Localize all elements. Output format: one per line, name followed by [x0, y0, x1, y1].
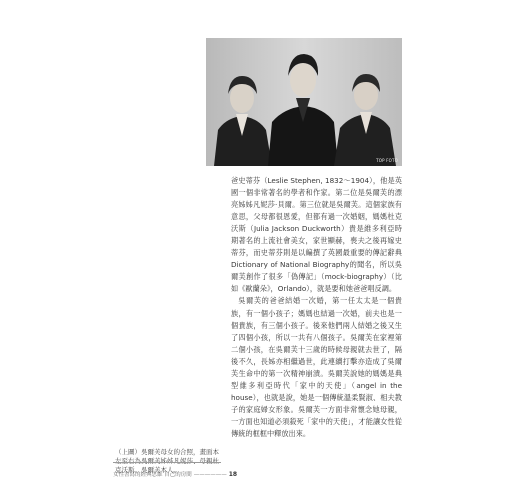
running-title: 女性書寫的經典思維 自己的房間: [113, 472, 192, 478]
portrait-photo: [206, 38, 402, 166]
page-footer: [113, 470, 405, 478]
photo-caption: （上圖）吳爾芙母女的合照，畫面本左至右為吳爾芙姊姊凡妮莎、母親杜克沃斯、吳爾芙本人。: [115, 448, 219, 474]
photo-three-women-icon: [206, 38, 402, 166]
paragraph-1: 爸史蒂芬（Leslie Stephen, 1832～1904），他是英國一個非常著名的學者和作家。第二位是吳爾芙的漂亮姊姊凡妮莎‧貝爾。第三位就是吳爾芙。這個家族有意思，父母都很恩愛，但都有過一次婚姻，媽媽杜克沃斯（Julia Jackson Duckworth）貴是維多利亞時期著名的上流社會美女，家世顯赫，喪夫之後再嫁史蒂芬，而史蒂芬則是以編撰了英國最重要的傳記辭典Dictionary of National Biography的聞名，所以吳爾芙創作了很多「偽傳記」（mock-biography）（比如《歐蘭朵》，Orlando），就是要和她爸爸唱反調。: [231, 176, 402, 294]
paragraph-2: 吳爾芙的爸爸結婚一次婚，第一任太太是一個貴族，有一個小孩子；媽媽也結過一次婚，前夫也是一個貴族，有三個小孩子。後來他們兩人結婚之後又生了四個小孩，所以一共有八個孩子。吳爾芙在家裡第二個小孩，在吳爾芙十三歲的時候母親就去世了，隔後不久，長姊亦相繼過世，此連續打擊亦造成了吳爾芙生命中的第一次精神崩潰。吳爾芙說她的媽媽是典型維多利亞時代「家中的天使」（angel in the house），也就是說，她是一個傳統溫柔賢淑、相夫教子的家庭婦女形象。吳爾芙一方面非常懷念她母親，一方面也知道必須殺死「家中的天使」，才能讓女性從傳統的框框中釋放出來。: [231, 296, 402, 438]
article-body: [231, 175, 402, 440]
page-number: 18: [228, 471, 238, 478]
photo-credit: TOP FOTO: [376, 158, 398, 163]
footer-divider: ——————: [193, 472, 227, 478]
footer-rule: [113, 462, 221, 463]
